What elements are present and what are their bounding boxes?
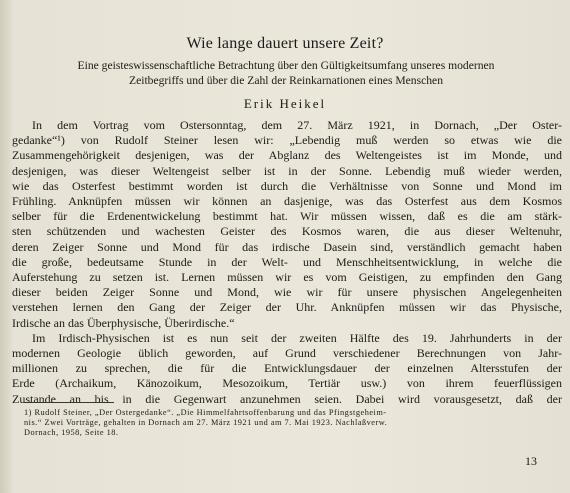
body-line: millionen zu sprechen, die für die Entwicklungsdauer der einzelnen Altersstufen der (12, 361, 562, 376)
article-subtitle (18, 58, 554, 88)
page-number: 13 (525, 454, 537, 468)
body-line: Auferstehung zu setzen ist. Lernen müssen wir es vom Geistigen, zu empfinden den Gang (12, 270, 562, 285)
body-line: modernen Geologie üblich geworden, auf Grund verschiedener Berechnungen von Jahr- (12, 346, 562, 361)
footnote-line: 1) Rudolf Steiner, „Der Ostergedanke“. „Die Himmelfahrtsoffenbarung und das Pfingstgeheim- (24, 408, 387, 417)
body-line: gedanke“¹) von Rudolf Steiner lesen wir: „Lebendig muß werden so etwas wie die (12, 133, 562, 148)
body-line: selber für die Erdenentwickelung bestimmt hat. Wir müssen wissen, daß es die am stärk- (12, 209, 562, 224)
body-line: deren Zeiger Sonne und Mond für das irdische Dasein sind, verständlich gemacht haben (12, 239, 562, 254)
body-line: Zusammengehörigkeit desjenigen, was der Abglanz des Weltengeistes ist im Monde, und (12, 148, 562, 163)
body-line: sten schützenden und wachesten Geister des Kosmos waren, die aus dieser Weltenuhr, (12, 224, 562, 239)
body-line: wie das Osterfest bestimmt worden ist durch die Verhältnisse von Sonne und Mond im (12, 178, 562, 193)
footnote-line: nis.“ Zwei Vorträge, gehalten in Dornach am 27. März 1921 und am 7. Mai 1923. Nachlaßverw. (24, 418, 388, 427)
subtitle-line: Eine geisteswissenschaftliche Betrachtung über den Gültigkeitsumfang unseres modernen (77, 59, 495, 72)
body-line: die große, bedeutsame Stunde in der Welt- und Menschheitsentwicklung, in welche die (12, 254, 562, 269)
body-line: verstehen lernen den Gang der Zeiger der Uhr. Anknüpfen müssen wir das Physische, (12, 300, 562, 315)
body-line: Zustande an bis in die Gegenwart anzunehmen seien. Dabei wird vorausgesetzt, daß der (12, 391, 562, 406)
body-line: dieser beiden Zeiger Sonne und Mond, wie wir für unsere physischen Angelegenheiten (12, 285, 562, 300)
footnote-line: Dornach, 1958, Seite 18. (24, 428, 119, 437)
article-title: Wie lange dauert unsere Zeit? (186, 35, 384, 52)
body-line: Im Irdisch-Physischen ist es nun seit der zweiten Hälfte des 19. Jahrhunderts in der (32, 330, 562, 345)
body-line: Irdische an das Überphysische, Überirdische.“ (12, 315, 235, 330)
footnote-divider (24, 402, 114, 403)
author-name: Erik Heikel (243, 96, 327, 111)
article-body (12, 118, 562, 407)
body-line: desjenigen, was dieser Weltengeist selber ist in der Sonne. Lebendig muß wieder werden, (12, 163, 562, 178)
body-line: Erde (Archaikum, Känozoikum, Mesozoikum, Tertiär usw.) von ihrem feuerflüssigen (12, 376, 562, 391)
subtitle-line: Zeitbegriffs und über die Zahl der Reinkarnationen eines Menschen (129, 74, 443, 87)
footnote (24, 408, 544, 438)
body-line: Frühling. Anknüpfen müssen wir können an dasjenige, was das Osterfest aus dem Kosmos (12, 194, 562, 209)
body-line: In dem Vortrag vom Ostersonntag, dem 27. März 1921, in Dornach, „Der Oster- (32, 118, 562, 132)
